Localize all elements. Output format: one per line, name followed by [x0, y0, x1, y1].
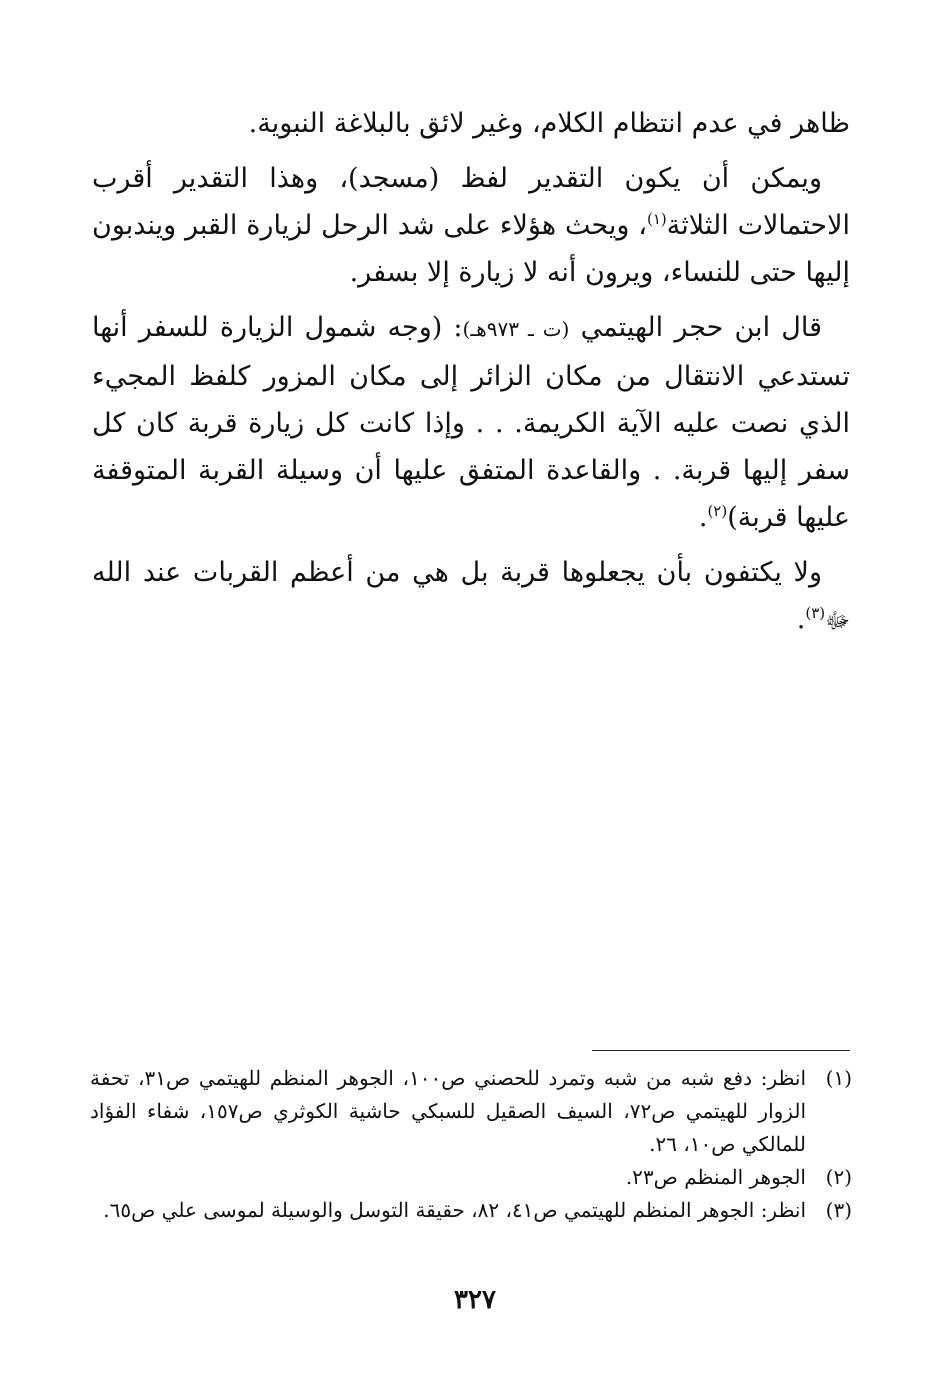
footnote-2-text: الجوهر المنظم ص٢٣.: [625, 1165, 806, 1189]
paragraph-4: [92, 549, 850, 645]
footnote-3: [90, 1194, 852, 1227]
main-text-block: [92, 100, 850, 653]
paragraph-2-text-a: ويمكن أن يكون التقدير لفظ (مسجد)، وهذا التقدير أقرب الاحتمالات الثلاثة: [92, 163, 850, 241]
paragraph-1: [92, 100, 850, 147]
paragraph-3-text-a: قال ابن حجر الهيتمي: [580, 312, 822, 343]
paragraph-4-end: .: [796, 604, 806, 635]
footnote-ref-1[interactable]: (١): [647, 210, 667, 228]
footnote-ref-3[interactable]: (٣): [805, 604, 826, 622]
footnotes-section: [90, 1062, 852, 1227]
paragraph-2-text-b: ، ويحث هؤلاء على شد الرحل لزيارة القبر ويندبون إليها حتى للنساء، ويرون أنه لا زيارة إلا بسفر.: [92, 210, 850, 288]
honorific-glyph: ﷻ: [825, 609, 850, 634]
page-number: ٣٢٧: [454, 1285, 496, 1315]
footnote-1-text: انظر: دفع شبه من شبه وتمرد للحصني ص١٠٠، الجوهر المنظم للهيتمي ص٣١، تحفة الزوار للهيتمي ص٧٢، السيف الصقيل للسبكي حاشية الكوثري ص١٥٧، شفاء الفؤاد للمالكي ص١٠، ٢٦.: [90, 1066, 807, 1156]
footnote-divider: [592, 1050, 850, 1051]
footnote-1-number: (١): [825, 1066, 852, 1090]
paragraph-3-text-b: : (وجه شمول الزيارة للسفر أنها تستدعي الانتقال من مكان الزائر إلى مكان المزور كلفظ المجيء الذي نصت عليه الآية الكريمة. . . وإذا كانت كل زيارة قربة كان كل سفر إليها قربة. . والقاعدة المتفق عليها أن وسيلة القربة المتوقفة عليها قربة): [92, 312, 850, 533]
paragraph-2: [92, 155, 850, 296]
footnote-2-number: (٢): [825, 1165, 852, 1189]
footnote-ref-2[interactable]: (٢): [707, 502, 728, 520]
paragraph-3: [92, 304, 850, 541]
paragraph-1-text: ظاهر في عدم انتظام الكلام، وغير لائق بالبلاغة النبوية.: [248, 108, 850, 139]
footnote-3-number: (٣): [825, 1198, 852, 1222]
footnote-1: [90, 1062, 852, 1161]
footnote-3-text: انظر: الجوهر المنظم للهيتمي ص٤١، ٨٢، حقيقة التوسل والوسيلة لموسى علي ص٦٥.: [103, 1198, 806, 1222]
death-date: (ت ـ ٩٧٣هـ): [462, 317, 570, 341]
paragraph-4-text: ولا يكتفون بأن يجعلوها قربة بل هي من أعظم القربات عند الله: [92, 557, 822, 588]
paragraph-3-end: .: [698, 502, 708, 533]
footnote-2: [90, 1161, 852, 1194]
